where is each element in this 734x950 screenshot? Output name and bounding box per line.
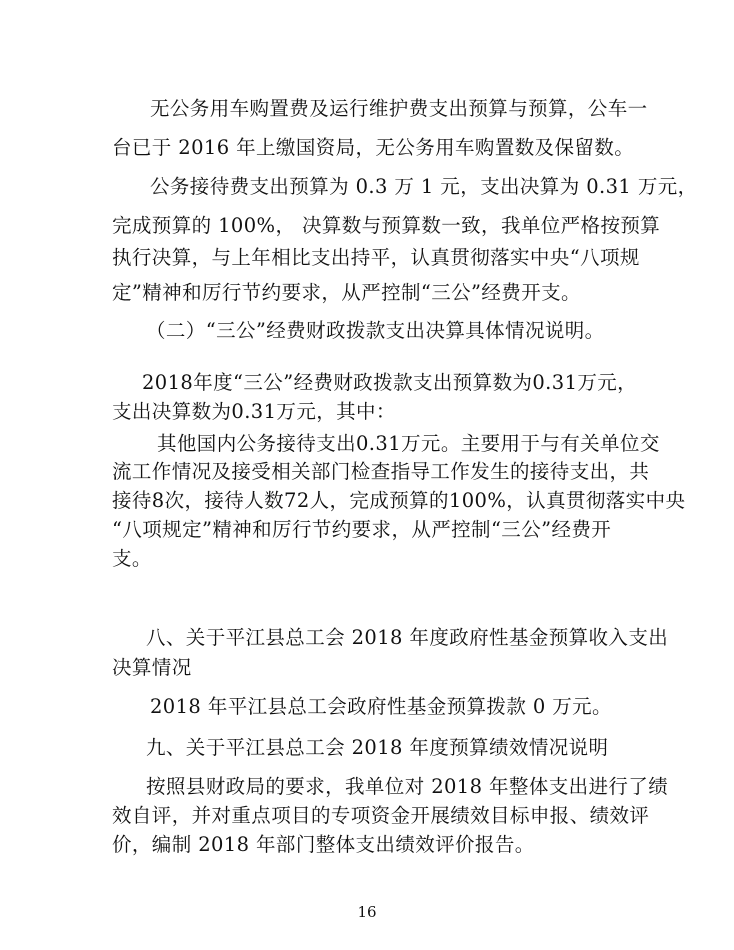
text-line: 效自评，并对重点项目的专项资金开展绩效目标申报、绩效评 [112, 804, 650, 827]
text-line: 价，编制 2018 年部门整体支出绩效评价报告。 [112, 833, 535, 856]
text-line: 流工作情况及接受相关部门检查指导工作发生的接待支出，共 [112, 460, 650, 483]
text-line: “八项规定”精神和厉行节约要求，从严控制“三公”经费开 [112, 518, 612, 541]
text-line: 公务接待费支出预算为 0.3 万 1 元，支出决算为 0.31 万元， [150, 175, 698, 198]
text-line: 其他国内公务接待支出0.31万元。主要用于与有关单位交 [157, 432, 660, 455]
text-line: 2018年度“三公”经费财政拨款支出预算数为0.31万元， [142, 371, 638, 394]
text-line: 无公务用车购置费及运行维护费支出预算与预算，公车一 [150, 97, 648, 120]
text-line: 接待8次，接待人数72人，完成预算的100%，认真贯彻落实中央 [112, 489, 686, 512]
text-line: 支出决算数为0.31万元，其中： [112, 400, 396, 423]
page-number: 16 [357, 903, 377, 921]
text-line: 执行决算，与上年相比支出持平，认真贯彻落实中央“八项规 [112, 246, 640, 269]
text-line: 支。 [112, 547, 152, 570]
text-line: 按照县财政局的要求，我单位对 2018 年整体支出进行了绩 [146, 775, 669, 798]
section-heading: 决算情况 [112, 656, 192, 679]
section-heading: （二）“三公”经费财政拨款支出决算具体情况说明。 [146, 319, 605, 342]
text-line: 2018 年平江县总工会政府性基金预算拨款 0 万元。 [150, 695, 612, 718]
text-line: 完成预算的 100%， 决算数与预算数一致，我单位严格按预算 [112, 214, 661, 237]
text-line: 台已于 2016 年上缴国资局，无公务用车购置数及保留数。 [112, 136, 635, 159]
section-heading: 九、关于平江县总工会 2018 年度预算绩效情况说明 [146, 736, 609, 759]
text-line: 定”精神和厉行节约要求，从严控制“三公”经费开支。 [112, 281, 581, 304]
section-heading: 八、关于平江县总工会 2018 年度政府性基金预算收入支出 [146, 626, 669, 649]
